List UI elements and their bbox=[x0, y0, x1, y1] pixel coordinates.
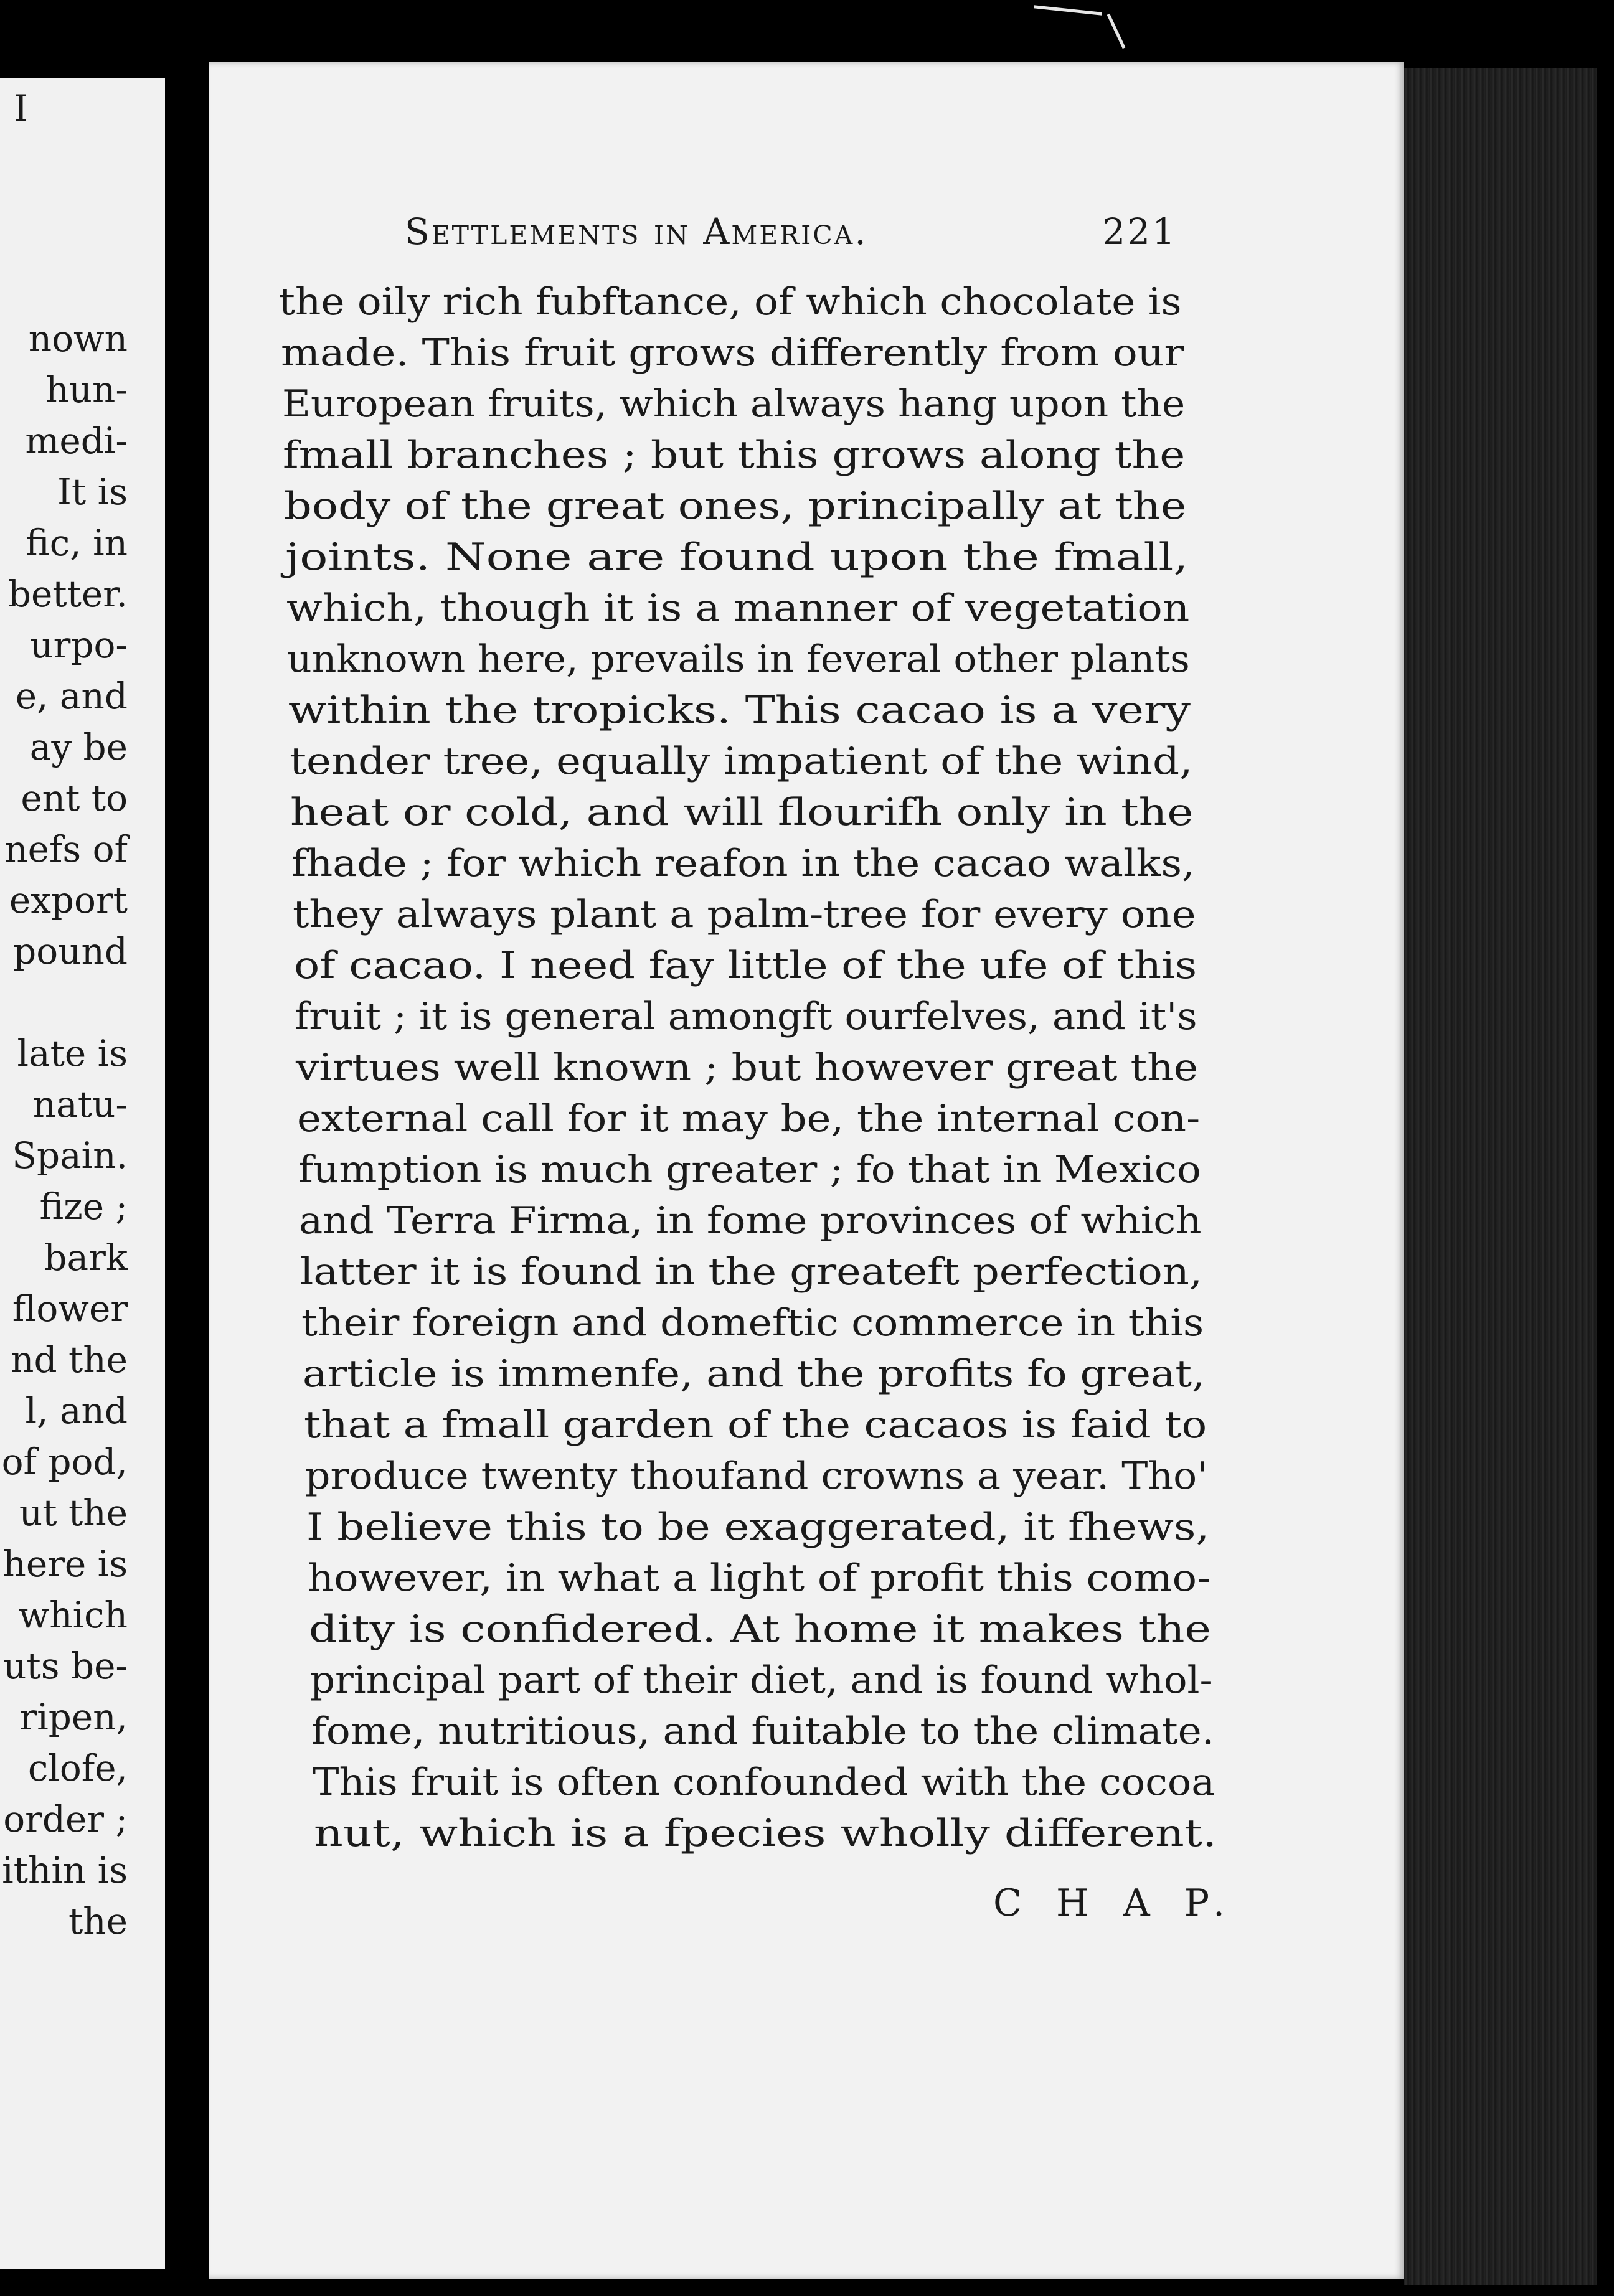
text-line: of cacao. I need fay little of the ufe of this bbox=[294, 944, 1197, 987]
facing-line: Spain. bbox=[12, 1134, 128, 1177]
catchword: C H A P. bbox=[993, 1881, 1237, 1925]
facing-line: nefs of bbox=[4, 828, 128, 870]
text-line: body of the great ones, principally at the bbox=[284, 484, 1187, 528]
text-line: fmall branches ; but this grows along the bbox=[283, 433, 1186, 477]
text-line: made. This fruit grows differently from our bbox=[281, 331, 1184, 375]
facing-line: fize ; bbox=[39, 1185, 128, 1228]
facing-line: medi- bbox=[25, 420, 128, 462]
text-line: I believe this to be exaggerated, it fhews, bbox=[306, 1505, 1210, 1549]
text-line: external call for it may be, the internal con- bbox=[297, 1097, 1201, 1141]
facing-line: pound bbox=[13, 930, 128, 972]
facing-line: ut the bbox=[19, 1492, 128, 1534]
facing-line: nown bbox=[28, 318, 128, 360]
text-line: they always plant a palm-tree for every one bbox=[293, 893, 1196, 936]
text-line: fumption is much greater ; fo that in Mexico bbox=[298, 1148, 1201, 1192]
facing-line: order ; bbox=[3, 1798, 128, 1840]
text-line: however, in what a light of profit this como- bbox=[308, 1556, 1211, 1600]
scan-artifact bbox=[1034, 5, 1102, 15]
text-line: fruit ; it is general amongft ourfelves, and it's bbox=[295, 995, 1197, 1038]
facing-line: e, and bbox=[15, 675, 128, 717]
text-line: that a fmall garden of the cacaos is faid to bbox=[304, 1403, 1207, 1447]
text-line: and Terra Firma, in fome provinces of which bbox=[299, 1199, 1202, 1243]
text-line: fome, nutritious, and fuitable to the climate. bbox=[311, 1710, 1215, 1753]
text-line: virtues well known ; but however great the bbox=[296, 1046, 1199, 1089]
text-line: latter it is found in the greateft perfection, bbox=[300, 1250, 1203, 1294]
text-line: unknown here, prevails in feveral other plants bbox=[287, 638, 1190, 681]
text-line: joints. None are found upon the fmall, bbox=[285, 535, 1189, 579]
text-line: European fruits, which always hang upon the bbox=[282, 382, 1186, 426]
facing-line: hun- bbox=[45, 369, 128, 411]
facing-line: uts be- bbox=[3, 1645, 128, 1687]
text-line: their foreign and domeftic commerce in this bbox=[301, 1301, 1204, 1345]
facing-line: clofe, bbox=[27, 1747, 128, 1789]
text-line: produce twenty thoufand crowns a year. Tho' bbox=[305, 1454, 1208, 1498]
text-line: fhade ; for which reafon in the cacao walks, bbox=[291, 842, 1195, 885]
facing-line: natu- bbox=[32, 1083, 128, 1126]
running-head bbox=[405, 210, 1177, 260]
facing-line: nd the bbox=[11, 1339, 128, 1381]
facing-line: It is bbox=[57, 471, 128, 513]
facing-line: late is bbox=[17, 1032, 128, 1075]
text-line: heat or cold, and will flourifh only in the bbox=[290, 791, 1194, 834]
scan-artifact bbox=[1107, 14, 1126, 49]
page-edges bbox=[1404, 68, 1597, 2285]
running-head-title: Settlements in America. bbox=[405, 210, 868, 253]
facing-line: here is bbox=[2, 1543, 128, 1585]
text-line: tender tree, equally impatient of the wind, bbox=[290, 740, 1193, 783]
facing-page bbox=[0, 78, 165, 2269]
facing-line: the bbox=[68, 1900, 128, 1942]
facing-line: l, and bbox=[25, 1390, 128, 1432]
text-line: principal part of their diet, and is found whol- bbox=[310, 1658, 1213, 1702]
facing-line: fic, in bbox=[26, 522, 128, 564]
facing-line: ripen, bbox=[19, 1696, 128, 1738]
facing-line: which bbox=[18, 1594, 128, 1636]
facing-line: better. bbox=[7, 573, 128, 615]
facing-line: export bbox=[9, 879, 128, 921]
facing-line: urpo- bbox=[30, 624, 128, 666]
text-line: which, though it is a manner of vegetation bbox=[286, 586, 1190, 630]
text-line: dity is confidered. At home it makes the bbox=[309, 1607, 1211, 1651]
text-line: the oily rich fubftance, of which chocolate is bbox=[279, 280, 1182, 324]
facing-page-mark: I bbox=[14, 87, 28, 129]
facing-line: ithin is bbox=[2, 1849, 128, 1891]
text-line: nut, which is a fpecies wholly different. bbox=[314, 1812, 1217, 1855]
facing-line: ent to bbox=[21, 777, 128, 819]
facing-line: ay be bbox=[29, 726, 128, 768]
facing-line: flower bbox=[12, 1287, 128, 1330]
text-line: article is immenfe, and the profits fo great, bbox=[303, 1352, 1206, 1396]
page-number: 221 bbox=[1102, 210, 1177, 253]
text-line: This fruit is often confounded with the cocoa bbox=[313, 1761, 1215, 1804]
facing-line: of pod, bbox=[1, 1441, 128, 1483]
facing-line: bark bbox=[44, 1236, 128, 1279]
text-line: within the tropicks. This cacao is a very bbox=[288, 689, 1191, 732]
